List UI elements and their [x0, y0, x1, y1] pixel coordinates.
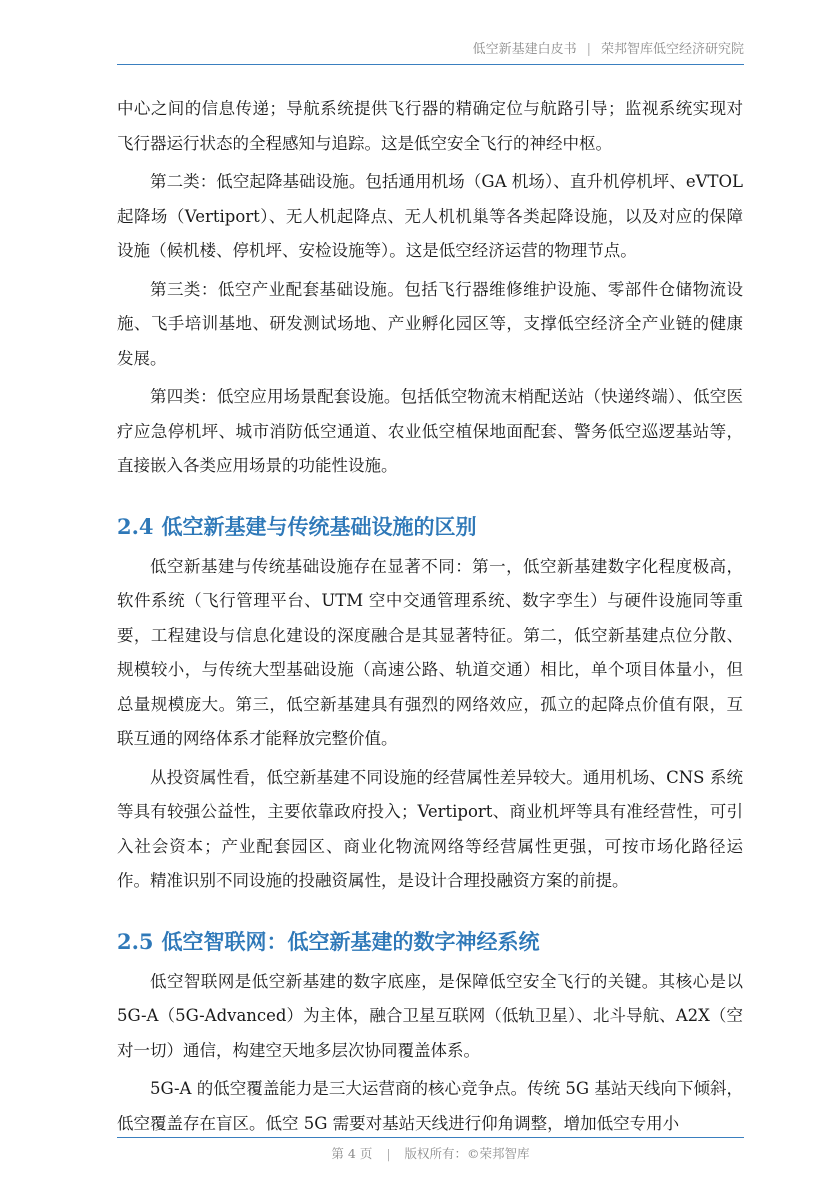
section-heading-2-4 — [117, 510, 743, 544]
page-number: 第 4 页 — [331, 1146, 373, 1161]
body-paragraph: 第四类：低空应用场景配套设施。包括低空物流末梢配送站（快递终端）、低空医疗应急停机坪、城市消防低空通道、农业低空植保地面配套、警务低空巡逻基站等，直接嵌入各类应用场景的功能性设施。 — [117, 387, 743, 475]
body-paragraph: 第二类：低空起降基础设施。包括通用机场（GA 机场）、直升机停机坪、eVTOL 起降场（Vertiport）、无人机起降点、无人机机巢等各类起降设施，以及对应的保障设施（候机楼、停机坪、安检设施等）。这是低空经济运营的物理节点。 — [117, 172, 743, 260]
section-heading-2-5 — [117, 925, 743, 959]
header-publisher: 荣邦智库低空经济研究院 — [600, 42, 744, 57]
section-number: 2.4 — [117, 513, 154, 539]
section-number: 2.5 — [117, 928, 154, 954]
section-title: 低空新基建与传统基础设施的区别 — [161, 513, 477, 539]
section-title: 低空智联网：低空新基建的数字神经系统 — [161, 928, 540, 954]
copyright-notice: 版权所有：©荣邦智库 — [404, 1146, 530, 1161]
body-paragraph: 从投资属性看，低空新基建不同设施的经营属性差异较大。通用机场、CNS 系统等具有较强公益性，主要依靠政府投入；Vertiport、商业机坪等具有准经营性，可引入社会资本；产业配套园区、商业化物流网络等经营属性更强，可按市场化路径运作。精准识别不同设施的投融资属性，是设计合理投融资方案的前提。 — [117, 767, 743, 890]
body-paragraph: 中心之间的信息传递；导航系统提供飞行器的精确定位与航路引导；监视系统实现对飞行器运行状态的全程感知与追踪。这是低空安全飞行的神经中枢。 — [117, 99, 743, 153]
page-footer — [117, 1137, 744, 1162]
body-paragraph: 低空新基建与传统基础设施存在显著不同：第一，低空新基建数字化程度极高，软件系统（飞行管理平台、UTM 空中交通管理系统、数字孪生）与硬件设施同等重要，工程建设与信息化建设的深度融合是其显著特征。第二，低空新基建点位分散、规模较小，与传统大型基础设施（高速公路、轨道交通）相比，单个项目体量小，但总量规模庞大。第三，低空新基建具有强烈的网络效应，孤立的起降点价值有限，互联互通的网络体系才能释放完整价值。 — [117, 556, 743, 748]
body-paragraph: 低空智联网是低空新基建的数字底座，是保障低空安全飞行的关键。其核心是以 5G-A（5G-Advanced）为主体，融合卫星互联网（低轨卫星）、北斗导航、A2X（空对一切）通信，构建空天地多层次协同覆盖体系。 — [117, 971, 743, 1060]
page-body — [117, 92, 743, 1141]
body-paragraph: 第三类：低空产业配套基础设施。包括飞行器维修维护设施、零部件仓储物流设施、飞手培训基地、研发测试场地、产业孵化园区等，支撑低空经济全产业链的健康发展。 — [117, 279, 743, 368]
page-header — [117, 38, 744, 65]
footer-divider: | — [386, 1146, 391, 1161]
header-divider: | — [586, 42, 591, 57]
header-title: 低空新基建白皮书 — [472, 42, 577, 57]
body-paragraph: 5G-A 的低空覆盖能力是三大运营商的核心竞争点。传统 5G 基站天线向下倾斜，低空覆盖存在盲区。低空 5G 需要对基站天线进行仰角调整，增加低空专用小 — [117, 1079, 743, 1133]
